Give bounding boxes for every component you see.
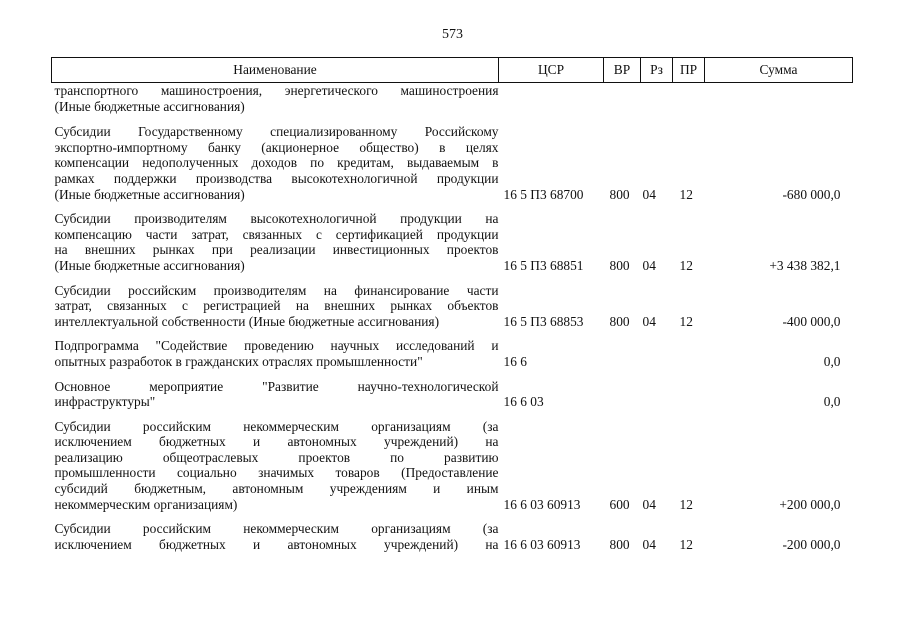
row-name xyxy=(52,379,499,410)
table-row xyxy=(52,83,853,115)
row-csr xyxy=(499,83,604,115)
row-name-line: компенсацию части затрат, связанных с сертификацией продукции xyxy=(54,226,499,242)
row-sum: 0,0 xyxy=(823,394,841,410)
header-sum: Сумма xyxy=(705,58,853,83)
row-pr xyxy=(673,338,705,369)
row-name xyxy=(52,283,499,330)
row-name-line: Субсидии российским некоммерческим организациям (за xyxy=(54,521,499,537)
row-name-line: Подпрограмма "Содействие проведению научных исследований и xyxy=(54,338,499,354)
row-name xyxy=(52,124,499,202)
row-csr: 16 6 03 60913 xyxy=(503,536,581,552)
row-csr: 16 5 П3 68851 xyxy=(503,257,584,273)
table-row xyxy=(52,338,853,369)
table-row xyxy=(52,419,853,513)
row-name-line: транспортного машиностроения, энергетического машиностроения xyxy=(54,83,499,98)
page-number: 573 xyxy=(442,27,463,42)
row-name-line: Основное мероприятие "Развитие научно-технологической xyxy=(54,378,499,394)
table-row xyxy=(52,124,853,202)
row-spacer xyxy=(52,370,853,379)
row-name-line: некоммерческим организациям) xyxy=(54,496,238,512)
row-vr: 800 xyxy=(609,257,630,273)
row-spacer xyxy=(52,114,853,124)
row-name-line: рамках поддержки производства высокотехнологичной продукции xyxy=(54,170,499,186)
row-rz: 04 xyxy=(642,257,656,273)
row-sum: -400 000,0 xyxy=(782,313,841,329)
row-sum: +3 438 382,1 xyxy=(769,257,841,273)
row-name-line: (Иные бюджетные ассигнования) xyxy=(54,98,245,114)
row-name-line: Субсидии Государственному специализированному Российскому xyxy=(54,124,499,140)
row-spacer xyxy=(52,512,853,521)
row-rz: 04 xyxy=(642,536,656,552)
row-sum: -200 000,0 xyxy=(782,536,841,552)
row-name-line: субсидий бюджетным, автономным учреждениям и иным xyxy=(54,481,499,497)
row-name-line: исключением бюджетных и автономных учреждений) на xyxy=(54,434,499,450)
row-spacer xyxy=(52,202,853,211)
row-spacer xyxy=(52,274,853,283)
row-pr: 12 xyxy=(679,536,693,552)
row-name-line: компенсации недополученных доходов по кредитам, выдаваемым в xyxy=(54,155,499,171)
header-vr: ВР xyxy=(604,58,641,83)
row-pr: 12 xyxy=(679,496,693,512)
row-pr: 12 xyxy=(679,313,693,329)
row-rz xyxy=(641,338,673,369)
row-vr: 800 xyxy=(609,186,630,202)
row-name-line: экспортно-импортному банку (акционерное общество) в целях xyxy=(54,139,499,155)
row-rz xyxy=(641,83,673,115)
header-rz: Рз xyxy=(641,58,673,83)
row-name-line: реализацию общеотраслевых проектов по развитию xyxy=(54,449,499,465)
row-rz: 04 xyxy=(642,186,656,202)
row-sum: +200 000,0 xyxy=(779,496,841,512)
row-csr: 16 6 03 60913 xyxy=(503,496,581,512)
row-name-line: затрат, связанных с регистрацией на внешних рынках объектов xyxy=(54,298,499,314)
row-name-line: опытных разработок в гражданских отраслях промышленности" xyxy=(54,353,423,369)
row-vr xyxy=(604,379,641,410)
row-name-line: интеллектуальной собственности (Иные бюджетные ассигнования) xyxy=(54,313,440,329)
header-name: Наименование xyxy=(52,58,499,83)
row-name-line: исключением бюджетных и автономных учреждений) на xyxy=(54,536,499,552)
table-row xyxy=(52,283,853,330)
row-name xyxy=(52,338,499,369)
row-name xyxy=(52,211,499,273)
row-rz: 04 xyxy=(642,313,656,329)
row-name-line: Субсидии российским некоммерческим организациям (за xyxy=(54,418,499,434)
row-name-line: (Иные бюджетные ассигнования) xyxy=(54,257,245,273)
row-name-line: на внешних рынках при реализации инвестиционных проектов xyxy=(54,242,499,258)
row-name xyxy=(52,419,499,513)
row-csr: 16 5 П3 68853 xyxy=(503,313,584,329)
row-csr: 16 6 xyxy=(503,353,527,369)
table-row xyxy=(52,521,853,552)
row-name-line: (Иные бюджетные ассигнования) xyxy=(54,186,245,202)
header-csr: ЦСР xyxy=(499,58,604,83)
row-pr xyxy=(673,83,705,115)
table-row xyxy=(52,211,853,273)
row-rz xyxy=(641,379,673,410)
row-sum: -680 000,0 xyxy=(782,186,841,202)
row-pr: 12 xyxy=(679,257,693,273)
row-vr xyxy=(604,83,641,115)
table-header-row xyxy=(52,58,853,83)
row-vr xyxy=(604,338,641,369)
row-vr: 800 xyxy=(609,313,630,329)
row-name-line: инфраструктуры" xyxy=(54,394,156,410)
row-rz: 04 xyxy=(642,496,656,512)
budget-table xyxy=(51,57,853,552)
row-name-line: промышленности социально значимых товаров (Предоставление xyxy=(54,465,499,481)
row-name-line: Субсидии производителям высокотехнологичной продукции на xyxy=(54,211,499,227)
row-name xyxy=(52,521,499,552)
header-pr: ПР xyxy=(673,58,705,83)
table-row xyxy=(52,379,853,410)
row-vr: 600 xyxy=(609,496,630,512)
row-pr xyxy=(673,379,705,410)
row-pr: 12 xyxy=(679,186,693,202)
row-spacer xyxy=(52,329,853,338)
row-name xyxy=(52,83,499,115)
row-spacer xyxy=(52,410,853,419)
table-body xyxy=(52,83,853,553)
row-csr: 16 5 П3 68700 xyxy=(503,186,584,202)
row-vr: 800 xyxy=(609,536,630,552)
row-sum xyxy=(705,83,853,115)
row-name-line: Субсидии российским производителям на финансирование части xyxy=(54,282,499,298)
row-sum: 0,0 xyxy=(823,353,841,369)
row-csr: 16 6 03 xyxy=(503,394,544,410)
